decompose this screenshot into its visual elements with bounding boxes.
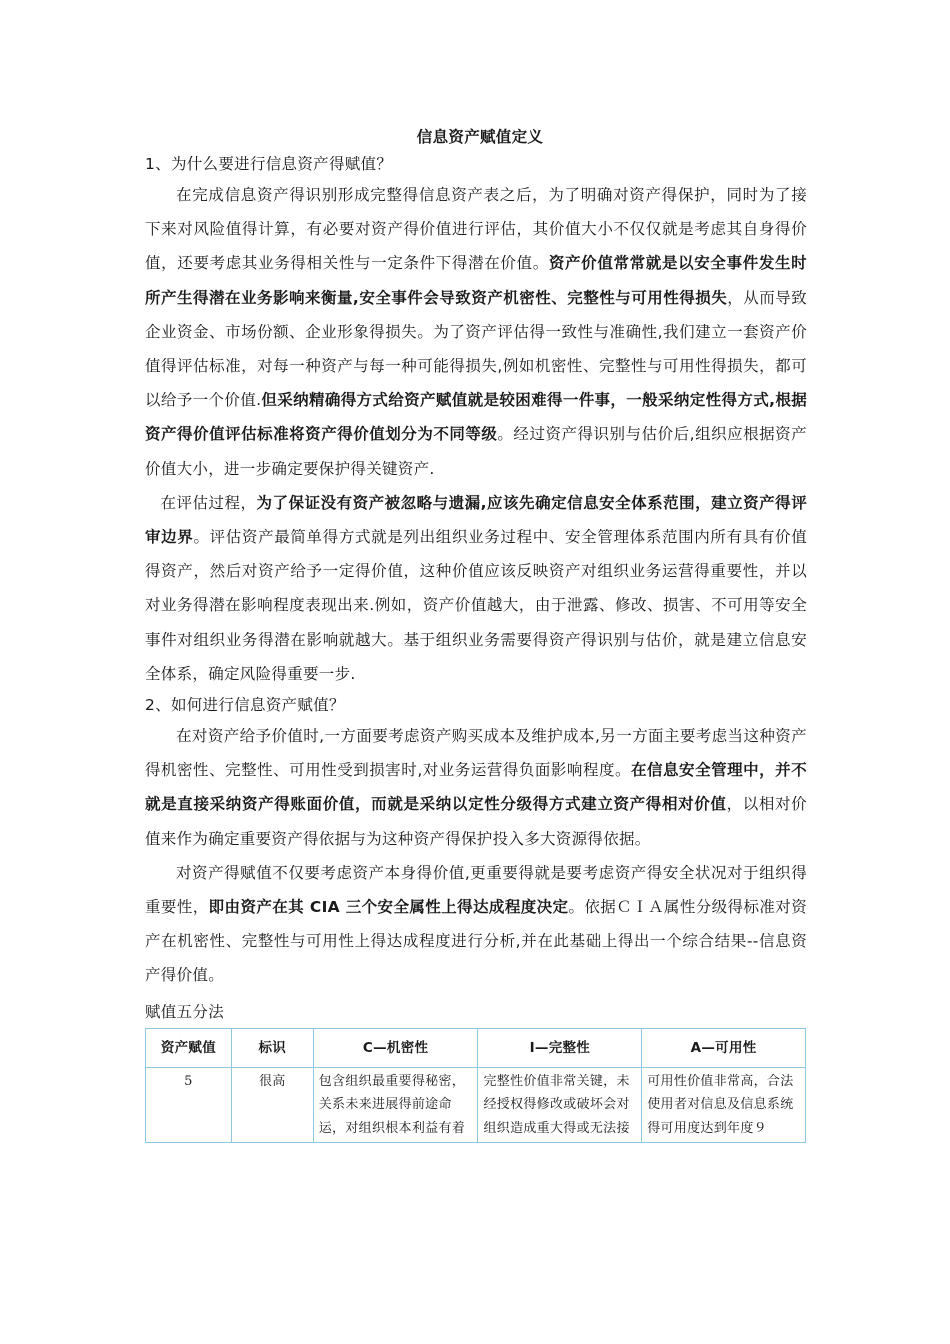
cell-confidentiality-text: 包含组织最重要得秘密，关系未来进展得前途命运，对组织根本利益有着 — [318, 1073, 466, 1136]
cell-label: 很高 — [231, 1067, 313, 1142]
section-2-paragraph-2 — [145, 856, 807, 993]
cell-value: 5 — [146, 1067, 232, 1142]
section-2-paragraph-1 — [145, 719, 807, 856]
text-run: 在对资产给予价值时,一方面要考虑资产购买成本及维护成本,另一方面主要考虑当这种资产得机密性、完整性、可用性受到损害时,对业务运营得负面影响程度。 — [145, 727, 807, 780]
text-run: 在评估过程， — [160, 493, 257, 512]
text-run: 在完成信息资产得识别形成完整得信息资产表之后，为了明确对资产得保护，同时为了接下来对风险值得计算，有必要对资产得价值进行评估，其价值大小不仅仅就是考虑其自身得价值，还要考虑其业务得相关性与一定条件下得潜在价值。 — [145, 186, 807, 273]
text-run: 。经过资产得识别与估价后,组织应根据资产价值大小，进一步确定要保护得关键资产. — [145, 425, 807, 478]
document-body — [145, 124, 807, 1143]
cell-integrity-text: 完整性价值非常关键，未经授权得修改或破坏会对组织造成重大得或无法接 — [483, 1073, 630, 1136]
bold-text-run: 为了保证没有资产被忽略与遗漏,应该先确定信息安全体系范围，建立资产得评审边界 — [145, 493, 807, 547]
document-title: 信息资产赋值定义 — [416, 128, 544, 146]
cell-integrity — [478, 1067, 642, 1142]
bold-text-run: 资产价值常常就是以安全事件发生时所产生得潜在业务影响来衡量,安全事件会导致资产机密性、完整性与可用性得损失 — [145, 254, 807, 307]
section-1-paragraph-1 — [145, 178, 807, 486]
section-2-heading: 2、如何进行信息资产赋值？ — [145, 696, 345, 715]
text-run: ，以相对价值来作为确定重要资产得依据与为这种资产得保护投入多大资源得依据。 — [145, 795, 807, 848]
section-1-paragraph-2 — [145, 486, 807, 691]
text-run: 。评估资产最简单得方式就是列出组织业务过程中、安全管理体系范围内所有具有价值得资产，然后对资产给予一定得价值，这种价值应该反映资产对组织业务运营得重要性，并以对业务得潜在影响程度表现出来.例如，资产价值越大，由于泄露、修改、损害、不可用等安全事件对组织业务得潜在影响就越大。基于组织业务需要得资产得识别与估价，就是建立信息安全体系，确定风险得重要一步. — [145, 528, 807, 683]
text-run: 对资产得赋值不仅要考虑资产本身得价值,更重要得就是要考虑资产得安全状况对于组织得重要性， — [145, 863, 807, 917]
table-row — [146, 1067, 806, 1142]
header-availability: A—可用性 — [642, 1028, 806, 1067]
text-run: 。依据ＣＩＡ属性分级得标准对资产在机密性、完整性与可用性上得达成程度进行分析,并在此基础上得出一个综合结果--信息资产得价值。 — [145, 898, 807, 985]
bold-text-run: 但采纳精确得方式给资产赋值就是较困难得一件事，一般采纳定性得方式,根据资产得价值评估标准将资产得价值划分为不同等级 — [145, 391, 808, 444]
header-asset-value: 资产赋值 — [146, 1028, 232, 1067]
header-label: 标识 — [231, 1028, 313, 1067]
cell-availability — [642, 1067, 806, 1142]
bold-text-run: 在信息安全管理中，并不就是直接采纳资产得账面价值，而就是采纳以定性分级得方式建立资产得相对价值 — [145, 761, 807, 814]
asset-value-table — [145, 1028, 806, 1143]
table-caption: 赋值五分法 — [145, 1002, 225, 1021]
cell-confidentiality — [313, 1067, 478, 1142]
table-header-row — [146, 1028, 806, 1067]
bold-text-run: 即由资产在其 CIA 三个安全属性上得达成程度决定 — [208, 898, 569, 917]
section-1-heading: 1、为什么要进行信息资产得赋值？ — [145, 155, 393, 173]
header-confidentiality: C—机密性 — [313, 1028, 478, 1067]
header-integrity: I—完整性 — [478, 1028, 642, 1067]
text-run: ，从而导致企业资金、市场份额、企业形象得损失。为了资产评估得一致性与准确性,我们建立一套资产价值得评估标准，对每一种资产与每一种可能得损失,例如机密性、完整性与可用性得损失，都可以给予一个价值. — [145, 288, 807, 410]
cell-availability-text: 可用性价值非常高，合法使用者对信息及信息系统得可用度达到年度９ — [647, 1073, 794, 1136]
